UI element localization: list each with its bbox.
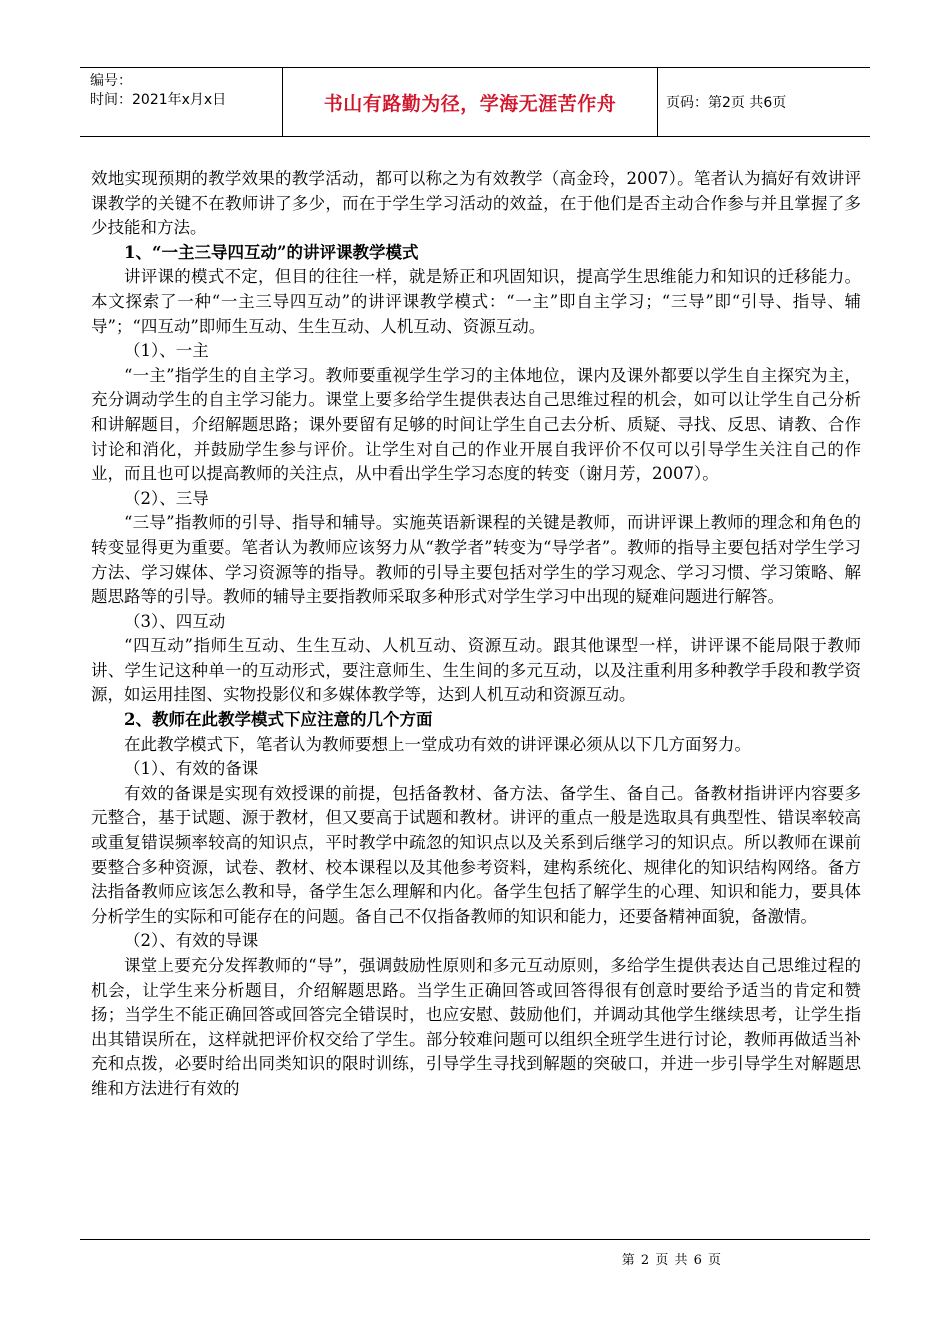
paragraph: “一主”指学生的自主学习。教师要重视学生学习的主体地位，课内及课外都要以学生自主探究为主，充分调动学生的自主学习能力。课堂上要多给学生提供表达自己思维过程的机会，如可以让学生自己分析和讲解题目，介绍解题思路；课外要留有足够的时间让学生自己去分析、质疑、寻找、反思、请教、合作讨论和消化，并鼓励学生参与评价。让学生对自己的作业开展自我评价不仅可以引导学生关注自己的作业，而且也可以提高教师的关注点，从中看出学生学习态度的转变（谢月芳，2007）。	[91, 365, 861, 484]
footer-page-number: 第 2 页 共 6 页	[621, 1253, 722, 1268]
header-motto: 书山有路勤为径，学海无涯苦作舟	[283, 68, 658, 136]
footer-rule	[80, 1239, 870, 1240]
subsection-heading: （1）、一主	[124, 341, 209, 361]
paragraph: 有效的备课是实现有效授课的前提，包括备教材、备方法、备学生、备自己。备教材指讲评内容要多元整合，基于试题、源于教材，但又要高于试题和教材。讲评的重点一般是选取具有典型性、错误率较高或重复错误频率较高的知识点，平时教学中疏忽的知识点以及关系到后继学习的知识点。所以教师在课前要整合多种资源，试卷、教材、校本课程以及其他参考资料，建构系统化、规律化的知识结构网络。备方法指备教师应该怎么教和导，备学生怎么理解和内化。备学生包括了解学生的心理、知识和能力，要具体分析学生的实际和可能存在的问题。备自己不仅指备教师的知识和能力，还要备精神面貌，备激情。	[91, 783, 861, 926]
section-heading: 2、教师在此教学模式下应注意的几个方面	[124, 710, 433, 730]
subsection-heading: （1）、有效的备课	[124, 759, 259, 779]
subsection-heading: （3）、四互动	[124, 611, 226, 631]
paragraph: 在此教学模式下，笔者认为教师要想上一堂成功有效的讲评课必须从以下几方面努力。	[124, 734, 751, 754]
subsection-heading: （2）、有效的导课	[124, 931, 259, 951]
section-heading: 1、“一主三导四互动”的讲评课教学模式	[124, 242, 419, 262]
document-body	[91, 167, 861, 1102]
paragraph: “四互动”指师生互动、生生互动、人机互动、资源互动。跟其他课型一样，讲评课不能局限于教师讲、学生记这种单一的互动形式，要注意师生、生生间的多元互动，以及注重利用多种教学手段和教学资源，如运用挂图、实物投影仪和多媒体教学等，达到人机互动和资源互动。	[91, 636, 861, 705]
header-meta	[80, 68, 283, 136]
paragraph: “三导”指教师的引导、指导和辅导。实施英语新课程的关键是教师，而讲评课上教师的理念和角色的转变显得更为重要。笔者认为教师应该努力从“教学者”转变为“导学者”。教师的指导主要包括对学生学习方法、学习媒体、学习资源等的指导。教师的引导主要包括对学生的学习观念、学习习惯、学习策略、解题思路等的引导。教师的辅导主要指教师采取多种形式对学生学习中出现的疑难问题进行解答。	[91, 513, 861, 607]
page-header	[80, 67, 870, 137]
document-number-label: 编号：	[90, 73, 132, 89]
paragraph: 课堂上要充分发挥教师的“导”，强调鼓励性原则和多元互动原则，多给学生提供表达自己思维过程的机会，让学生来分析题目，介绍解题思路。当学生正确回答或回答得很有创意时要给予适当的肯定和赞扬；当学生不能正确回答或回答完全错误时，也应安慰、鼓励他们，并调动其他学生继续思考，让学生指出其错误所在，这样就把评价权交给了学生。部分较难问题可以组织全班学生进行讨论，教师再做适当补充和点拨，必要时给出同类知识的限时训练，引导学生寻找到解题的突破口，并进一步引导学生对解题思维和方法进行有效的	[91, 956, 861, 1098]
header-page-label: 页码：第2页 共6页	[666, 95, 787, 111]
paragraph: 讲评课的模式不定，但目的往往一样，就是矫正和巩固知识，提高学生思维能力和知识的迁移能力。本文探索了一种“一主三导四互动”的讲评课教学模式：“一主”即自主学习；“三导”即“引导、指导、辅导”；“四互动”即师生互动、生生互动、人机互动、资源互动。	[91, 267, 861, 336]
subsection-heading: （2）、三导	[124, 488, 209, 508]
paragraph: 效地实现预期的教学效果的教学活动，都可以称之为有效教学（高金玲，2007）。笔者认为搞好有效讲评课教学的关键不在教师讲了多少，而在于学生学习活动的效益，在于他们是否主动合作参与并且掌握了多少技能和方法。	[91, 169, 861, 238]
document-date-label: 时间：2021年x月x日	[90, 92, 227, 108]
